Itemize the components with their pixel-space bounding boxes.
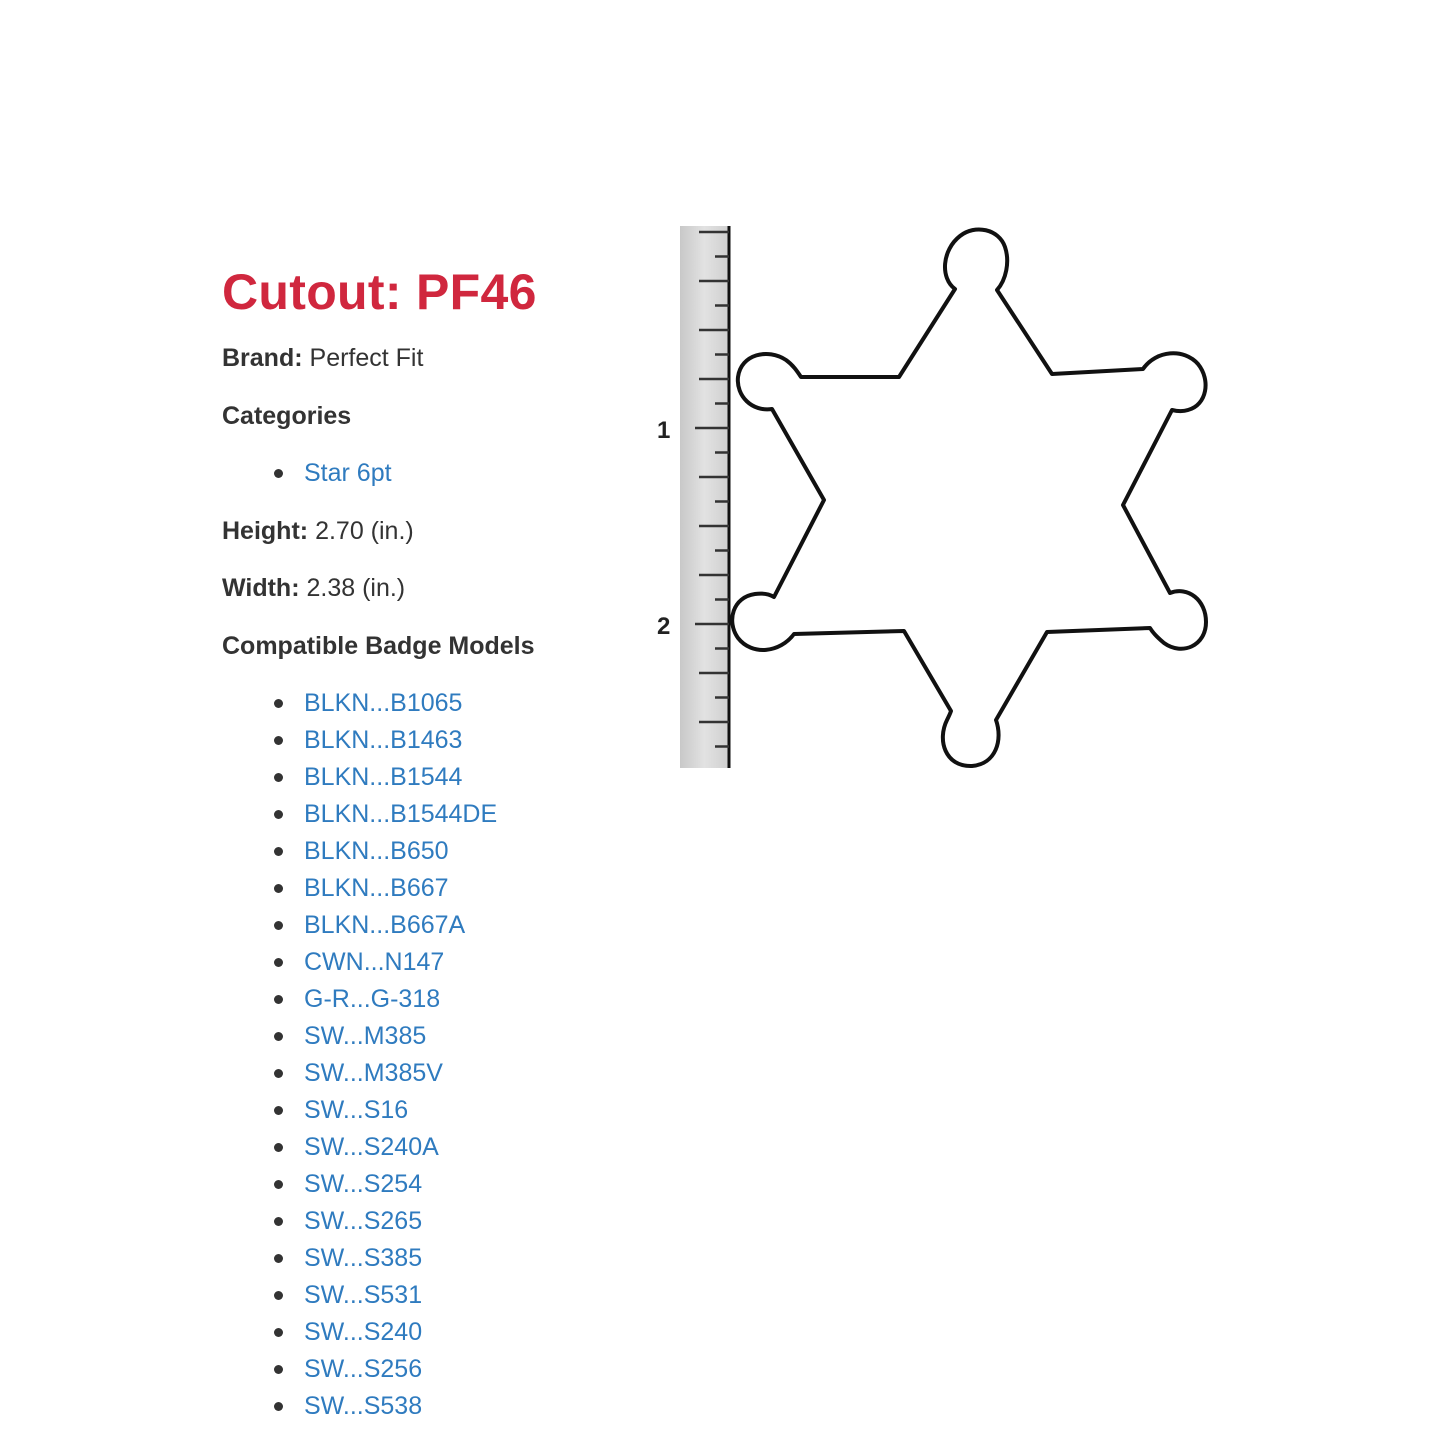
six-point-star-outline-icon bbox=[732, 229, 1206, 766]
bullet-icon bbox=[274, 1217, 283, 1226]
model-link[interactable]: CWN...N147 bbox=[304, 948, 445, 976]
models-heading: Compatible Badge Models bbox=[222, 632, 535, 660]
ruler bbox=[657, 226, 729, 768]
bullet-icon bbox=[274, 1291, 283, 1300]
list-item bbox=[222, 796, 497, 833]
cutout-figure bbox=[640, 220, 1220, 780]
bullet-icon bbox=[274, 1180, 283, 1189]
model-link[interactable]: SW...S531 bbox=[304, 1281, 423, 1309]
model-link[interactable]: SW...S240 bbox=[304, 1318, 423, 1346]
list-item bbox=[222, 759, 497, 796]
bullet-icon bbox=[274, 958, 283, 967]
list-item bbox=[222, 1129, 497, 1166]
ruler-label-1: 1 bbox=[657, 417, 671, 444]
bullet-icon bbox=[274, 1254, 283, 1263]
bullet-icon bbox=[274, 810, 283, 819]
width-label: Width: bbox=[222, 574, 300, 602]
model-link[interactable]: SW...S265 bbox=[304, 1207, 423, 1235]
bullet-icon bbox=[274, 736, 283, 745]
model-link[interactable]: BLKN...B667A bbox=[304, 911, 466, 939]
brand-value: Perfect Fit bbox=[309, 344, 424, 372]
list-item bbox=[222, 1277, 497, 1314]
model-link[interactable]: SW...S256 bbox=[304, 1355, 423, 1383]
model-link[interactable]: BLKN...B650 bbox=[304, 837, 449, 865]
bullet-icon bbox=[274, 1069, 283, 1078]
list-item bbox=[222, 870, 497, 907]
list-item bbox=[222, 722, 497, 759]
list-item bbox=[222, 1166, 497, 1203]
model-link[interactable]: BLKN...B1463 bbox=[304, 726, 463, 754]
bullet-icon bbox=[274, 847, 283, 856]
bullet-icon bbox=[274, 921, 283, 930]
model-link[interactable]: SW...S254 bbox=[304, 1170, 423, 1198]
bullet-icon bbox=[274, 773, 283, 782]
list-item bbox=[222, 1388, 497, 1425]
bullet-icon bbox=[274, 1402, 283, 1411]
model-link[interactable]: SW...M385V bbox=[304, 1059, 443, 1087]
model-link[interactable]: G-R...G-318 bbox=[304, 985, 441, 1013]
width-row bbox=[222, 573, 405, 603]
height-value: 2.70 (in.) bbox=[315, 517, 414, 545]
height-label: Height: bbox=[222, 517, 309, 545]
bullet-icon bbox=[274, 469, 283, 478]
list-item bbox=[222, 944, 497, 981]
cutout-diagram bbox=[640, 220, 1220, 780]
model-link[interactable]: SW...S385 bbox=[304, 1244, 423, 1272]
model-link[interactable]: BLKN...B1544DE bbox=[304, 800, 498, 828]
brand-row bbox=[222, 343, 423, 373]
categories-list bbox=[222, 455, 392, 492]
bullet-icon bbox=[274, 995, 283, 1004]
list-item bbox=[222, 685, 497, 722]
ruler-label-2: 2 bbox=[657, 613, 671, 640]
list-item bbox=[222, 1203, 497, 1240]
list-item bbox=[222, 833, 497, 870]
bullet-icon bbox=[274, 699, 283, 708]
model-link[interactable]: SW...S538 bbox=[304, 1392, 423, 1420]
cutout-header bbox=[222, 262, 642, 322]
height-row bbox=[222, 516, 414, 546]
model-link[interactable]: SW...M385 bbox=[304, 1022, 427, 1050]
list-item bbox=[222, 1240, 497, 1277]
list-item bbox=[222, 1055, 497, 1092]
compatible-models-list bbox=[222, 685, 497, 1425]
model-link[interactable]: BLKN...B667 bbox=[304, 874, 449, 902]
ruler-body bbox=[680, 226, 729, 768]
bullet-icon bbox=[274, 1106, 283, 1115]
list-item bbox=[222, 1314, 497, 1351]
category-link-star-6pt[interactable]: Star 6pt bbox=[304, 459, 392, 487]
list-item bbox=[222, 907, 497, 944]
bullet-icon bbox=[274, 884, 283, 893]
width-value: 2.38 (in.) bbox=[306, 574, 406, 602]
list-item bbox=[222, 1018, 497, 1055]
model-link[interactable]: BLKN...B1065 bbox=[304, 689, 463, 717]
bullet-icon bbox=[274, 1328, 283, 1337]
page-title: Cutout: PF46 bbox=[222, 264, 537, 320]
model-link[interactable]: SW...S16 bbox=[304, 1096, 409, 1124]
model-link[interactable]: SW...S240A bbox=[304, 1133, 439, 1161]
bullet-icon bbox=[274, 1365, 283, 1374]
list-item bbox=[222, 981, 497, 1018]
bullet-icon bbox=[274, 1143, 283, 1152]
bullet-icon bbox=[274, 1032, 283, 1041]
brand-label: Brand: bbox=[222, 344, 303, 372]
categories-heading: Categories bbox=[222, 402, 352, 430]
list-item bbox=[222, 455, 392, 492]
list-item bbox=[222, 1092, 497, 1129]
list-item bbox=[222, 1351, 497, 1388]
model-link[interactable]: BLKN...B1544 bbox=[304, 763, 463, 791]
